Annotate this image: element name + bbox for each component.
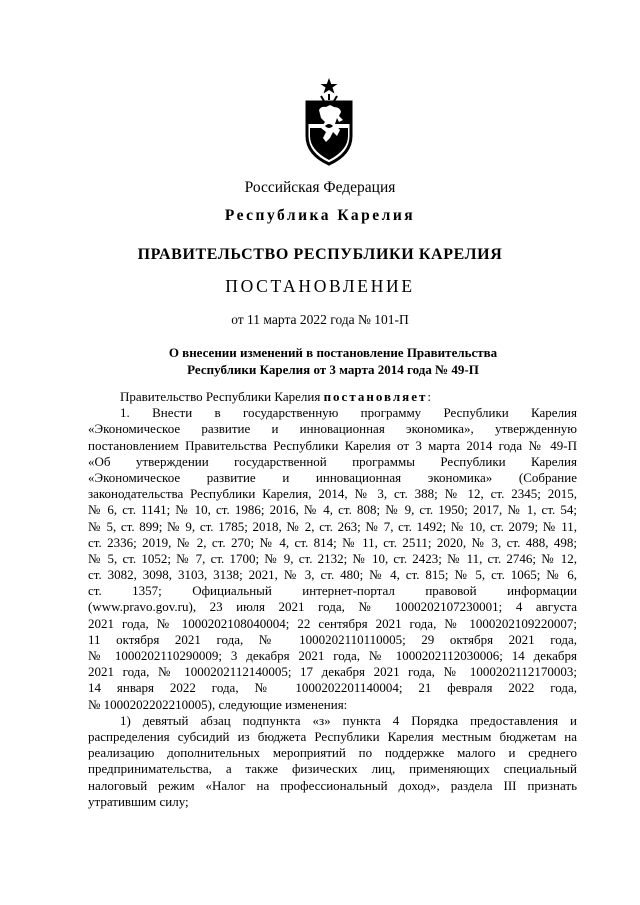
intro-suffix: : bbox=[427, 389, 431, 404]
body-line: № 6, ст. 1141; № 10, ст. 1986; 2016, № 4, ст. 808; № 9, ст. 1950; 2017, № 1, ст. 54; bbox=[88, 502, 577, 518]
body-line: 11 октября 2021 года, № 1000202110110005; 29 октября 2021 года, bbox=[88, 631, 577, 647]
body-line: ст. 2336; 2019, № 2, ст. 270; № 4, ст. 814; № 11, ст. 2511; 2020, № 3, ст. 488, 498; bbox=[88, 534, 577, 550]
intro-verb: постановляет bbox=[323, 389, 428, 404]
body-line: 2021 года, № 1000202108040004; 22 сентября 2021 года, № 1000202109220007; bbox=[88, 615, 577, 631]
decree-body bbox=[88, 389, 577, 810]
country-name: Российская Федерация bbox=[244, 179, 396, 196]
body-line: постановлением Правительства Республики Карелия от 3 марта 2014 года № 49-П bbox=[88, 437, 577, 453]
body-line: распределения субсидий из бюджета Республики Карелия местным бюджетам на bbox=[88, 728, 577, 744]
body-line: ст. 1357; Официальный интернет-портал правовой информации bbox=[88, 583, 577, 599]
body-line: № 5, ст. 899; № 9, ст. 1785; 2018, № 2, ст. 263; № 7, ст. 1492; № 10, ст. 2079; № 11, bbox=[88, 518, 577, 534]
body-line: 2021 года, № 1000202112140005; 17 декабря 2021 года, № 1000202112170003; bbox=[88, 664, 577, 680]
decree-subject bbox=[90, 344, 576, 378]
body-line: (www.pravo.gov.ru), 23 июля 2021 года, № 1000202107230001; 4 августа bbox=[88, 599, 577, 615]
body-line: № 1000202110290009; 3 декабря 2021 года, № 1000202112030006; 14 декабря bbox=[88, 648, 577, 663]
intro-prefix: Правительство Республики Карелия bbox=[120, 389, 324, 404]
subject-line: О внесении изменений в постановление Правительства bbox=[168, 345, 498, 360]
body-line: реализацию дополнительных мероприятий по поддержке малого и среднего bbox=[88, 745, 577, 761]
body-line: «Об утверждении государственной программы Республики Карелия bbox=[88, 453, 577, 469]
subject-line: Республики Карелия от 3 марта 2014 года № 49-П bbox=[187, 362, 479, 377]
body-line: налоговый режим «Налог на профессиональный доход», раздела III признать bbox=[88, 777, 577, 793]
body-line: предпринимательства, а также физических лиц, применяющих специальный bbox=[88, 761, 577, 777]
republic-name: Республика Карелия bbox=[224, 207, 416, 224]
karelia-coat-of-arms-icon bbox=[299, 76, 359, 166]
body-line: «Экономическое развитие и инновационная экономика», утвержденную bbox=[88, 421, 577, 437]
government-title: ПРАВИТЕЛЬСТВО РЕСПУБЛИКИ КАРЕЛИЯ bbox=[137, 246, 503, 263]
body-line: «Экономическое развитие и инновационная экономика» (Собрание bbox=[88, 469, 577, 485]
decree-date-number: от 11 марта 2022 года № 101-П bbox=[231, 312, 409, 327]
body-line: законодательства Республики Карелия, 2014, № 3, ст. 388; № 12, ст. 2345; 2015, bbox=[88, 486, 577, 502]
intro-line bbox=[88, 389, 577, 405]
body-line: утратившим силу; bbox=[88, 793, 189, 809]
body-line: ст. 3082, 3098, 3103, 3138; 2021, № 3, ст. 480; № 4, ст. 815; № 5, ст. 1065; № 6, bbox=[88, 567, 577, 583]
body-line: 1. Внести в государственную программу Республики Карелия bbox=[120, 405, 577, 421]
decree-type: ПОСТАНОВЛЕНИЕ bbox=[225, 276, 415, 296]
body-line: № 5, ст. 1052; № 7, ст. 1700; № 9, ст. 2132; № 10, ст. 2423; № 11, ст. 2746; № 12, bbox=[88, 550, 577, 566]
body-line: 1) девятый абзац подпункта «з» пункта 4 Порядка предоставления и bbox=[120, 712, 577, 728]
body-line: № 1000202202210005), следующие изменения: bbox=[88, 696, 348, 712]
body-line: 14 января 2022 года, № 1000202201140004; 21 февраля 2022 года, bbox=[88, 680, 577, 696]
